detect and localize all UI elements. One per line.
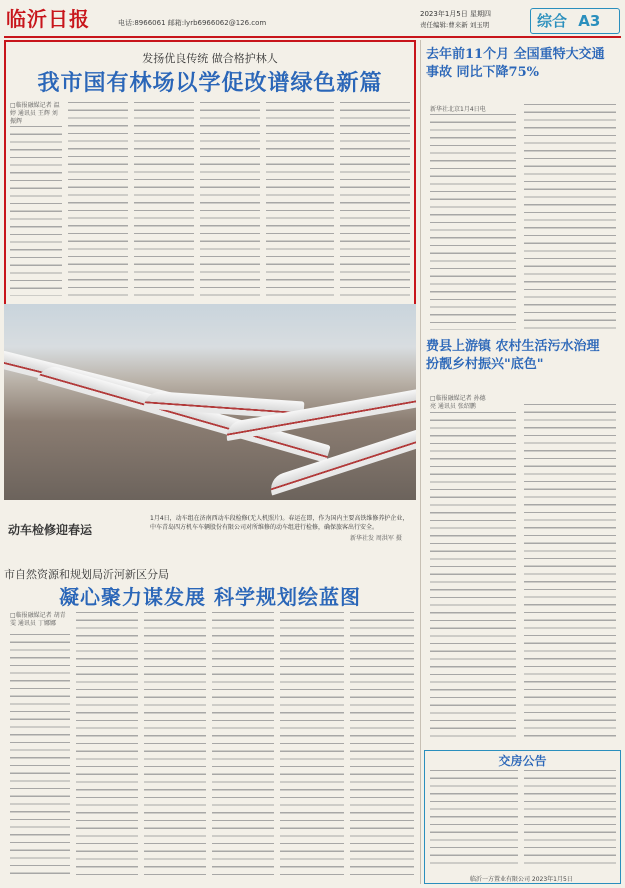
second-body-col-6 xyxy=(350,612,414,880)
notice-title: 交房公告 xyxy=(498,754,547,768)
newspaper-logo: 临沂日报 xyxy=(6,7,90,31)
second-body-col-5 xyxy=(280,612,344,880)
masthead-rule xyxy=(4,36,621,38)
notice-body-col-1 xyxy=(430,770,518,870)
second-kicker: 市自然资源和规划局沂河新区分局 xyxy=(4,568,169,581)
right-top-col-2 xyxy=(524,104,616,330)
right-mid-byline: □临报融媒记者 孙德亮 通讯员 张绍鹏 xyxy=(430,395,486,410)
lead-body-col-4 xyxy=(200,102,260,296)
right-mid-headline: 费县上游镇 农村生活污水治理 扮靓乡村振兴"底色" xyxy=(426,339,600,372)
lead-byline: □临报融媒记者 温 婷 通讯员 王辉 刘振辉 xyxy=(10,102,60,125)
notice-signature: 临沂一方置业有限公司 2023年1月5日 xyxy=(470,876,573,883)
contact-info: 电话:8966061 邮箱:lyrb6966062@126.com xyxy=(118,19,267,27)
photo-caption: 1月4日，动车组在济南西动车段检修(无人机照片)。春运在即，作为国内主要高铁维修养护企业，中车青岛四方机车车辆股份有限公司对所维修的动车组进行检修，确保旅客出行安全。 xyxy=(150,515,409,531)
lead-body-col-6 xyxy=(340,102,410,296)
section-name: 综合 xyxy=(537,12,568,30)
section-label xyxy=(530,8,620,34)
second-body-col-3 xyxy=(144,612,206,880)
right-mid-col-2 xyxy=(524,404,616,742)
right-top-byline: 新华社北京1月4日电 xyxy=(430,106,486,113)
issue-date: 2023年1月5日 星期四 xyxy=(420,10,491,18)
news-photo-trains xyxy=(4,304,416,500)
lead-body-col-5 xyxy=(266,102,334,296)
column-divider xyxy=(420,40,421,884)
right-top-headline: 去年前11个月 全国重特大交通事故 同比下降75% xyxy=(426,47,605,80)
lead-body-col-2 xyxy=(68,102,128,296)
right-mid-col-1 xyxy=(430,412,516,742)
notice-body-col-2 xyxy=(524,770,616,870)
second-body-col-2 xyxy=(76,612,138,880)
lead-kicker: 发扬优良传统 做合格护林人 xyxy=(142,52,278,65)
second-body-col-1 xyxy=(10,634,70,880)
second-body-col-4 xyxy=(212,612,274,880)
photo-credit: 新华社发 周洪军 摄 xyxy=(350,535,402,542)
lead-body-col-3 xyxy=(134,102,194,296)
lead-body-col-1 xyxy=(10,126,62,296)
photo-title: 动车检修迎春运 xyxy=(8,523,93,537)
second-byline: □临报融媒记者 胡青雯 通讯员 丁娜娜 xyxy=(10,612,66,627)
second-headline: 凝心聚力谋发展 科学规划绘蓝图 xyxy=(59,585,361,609)
page-number: A3 xyxy=(578,12,601,30)
right-top-col-1 xyxy=(430,114,516,330)
lead-headline: 我市国有林场以学促改谱绿色新篇 xyxy=(37,70,383,96)
editor-line: 责任编辑:曹来新 刘玉明 xyxy=(420,21,490,29)
